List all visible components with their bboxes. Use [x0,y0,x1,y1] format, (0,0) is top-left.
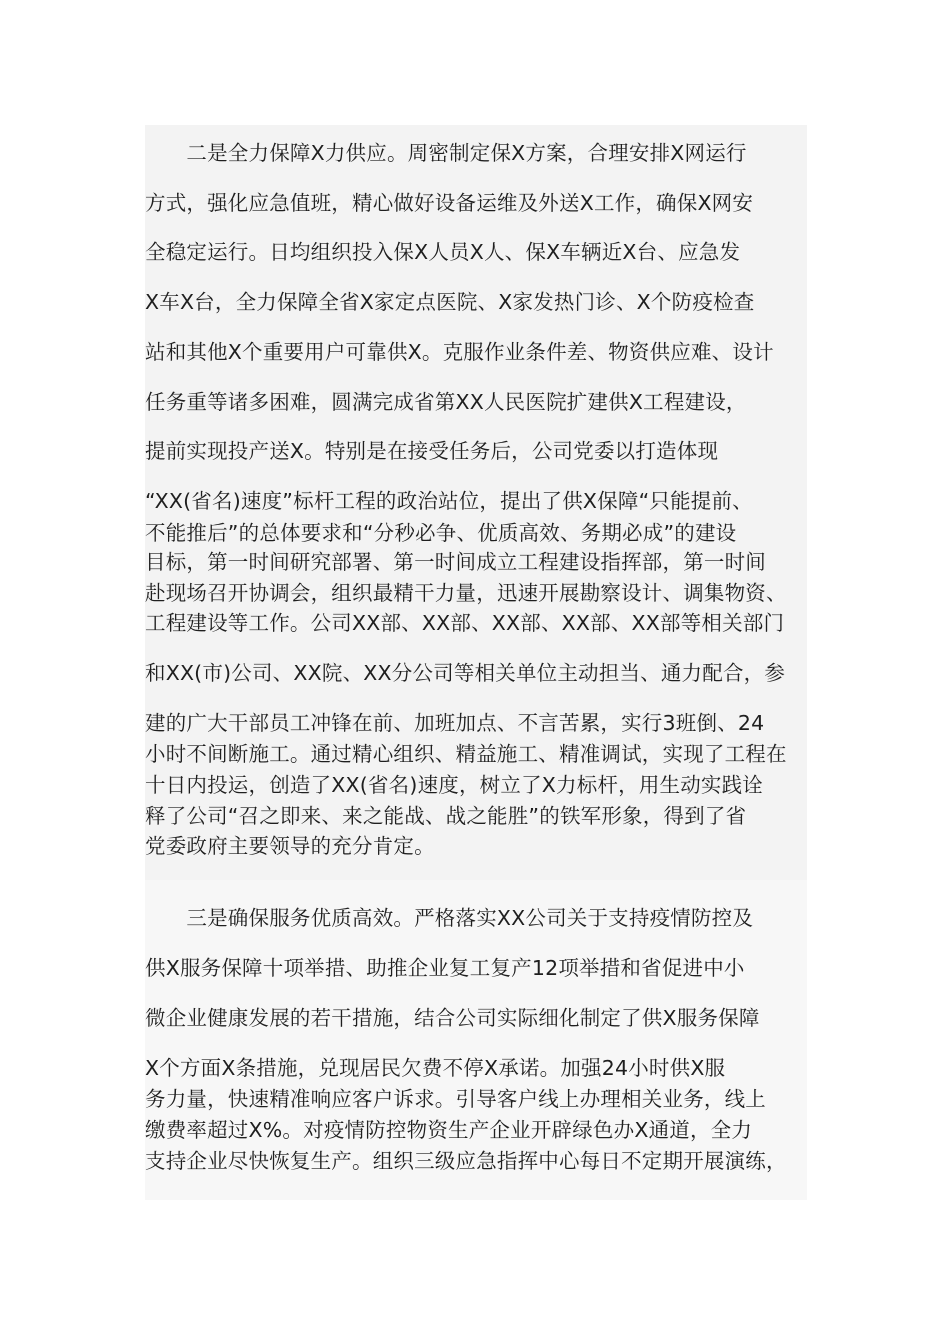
text-line: 建的广大干部员工冲锋在前、加班加点、不言苦累，实行3班倒、24 [145,711,765,735]
text-line: 和XX(市)公司、XX院、XX分公司等相关单位主动担当、通力配合，参 [145,661,786,685]
text-line: 供X服务保障十项举措、助推企业复工复产12项举措和省促进中小 [145,956,745,980]
text-line: 支持企业尽快恢复生产。组织三级应急指挥中心每日不定期开展演练， [145,1149,787,1173]
text-line: 工程建设等工作。公司XX部、XX部、XX部、XX部、XX部等相关部门 [145,611,785,635]
text-line: 方式，强化应急值班，精心做好设备运维及外送X工作，确保X网安 [145,191,754,215]
text-line: 提前实现投产送X。特别是在接受任务后，公司党委以打造体现 [145,439,719,463]
text-line: 十日内投运，创造了XX(省名)速度，树立了X力标杆，用生动实践诠 [145,773,764,797]
text-line: “XX(省名)速度”标杆工程的政治站位，提出了供X保障“只能提前、 [145,489,753,513]
text-line: 赴现场召开协调会，组织最精干力量，迅速开展勘察设计、调集物资、 [145,581,787,605]
text-line: 党委政府主要领导的充分肯定。 [145,834,435,858]
text-line: X车X台，全力保障全省X家定点医院、X家发热门诊、X个防疫检查 [145,290,755,314]
text-line: X个方面X条措施，兑现居民欠费不停X承诺。加强24小时供X服 [145,1056,726,1080]
text-line: 小时不间断施工。通过精心组织、精益施工、精准调试，实现了工程在 [145,742,787,766]
text-line: 站和其他X个重要用户可靠供X。克服作业条件差、物资供应难、设计 [145,340,774,364]
text-line: 务力量，快速精准响应客户诉求。引导客户线上办理相关业务，线上 [145,1087,766,1111]
text-line: 目标，第一时间研究部署、第一时间成立工程建设指挥部，第一时间 [145,550,766,574]
text-line: 三是确保服务优质高效。严格落实XX公司关于支持疫情防控及 [145,906,754,930]
text-line: 不能推后”的总体要求和“分秒必争、优质高效、务期必成”的建设 [145,521,737,545]
text-line: 释了公司“召之即来、来之能战、战之能胜”的铁军形象，得到了省 [145,804,747,828]
text-line: 任务重等诸多困难，圆满完成省第XX人民医院扩建供X工程建设， [145,390,747,414]
text-line: 缴费率超过X%。对疫情防控物资生产企业开辟绿色办X通道，全力 [145,1118,753,1142]
text-line: 微企业健康发展的若干措施，结合公司实际细化制定了供X服务保障 [145,1006,760,1030]
text-line: 二是全力保障X力供应。周密制定保X方案，合理安排X网运行 [145,141,747,165]
text-line: 全稳定运行。日均组织投入保X人员X人、保X车辆近X台、应急发 [145,240,741,264]
